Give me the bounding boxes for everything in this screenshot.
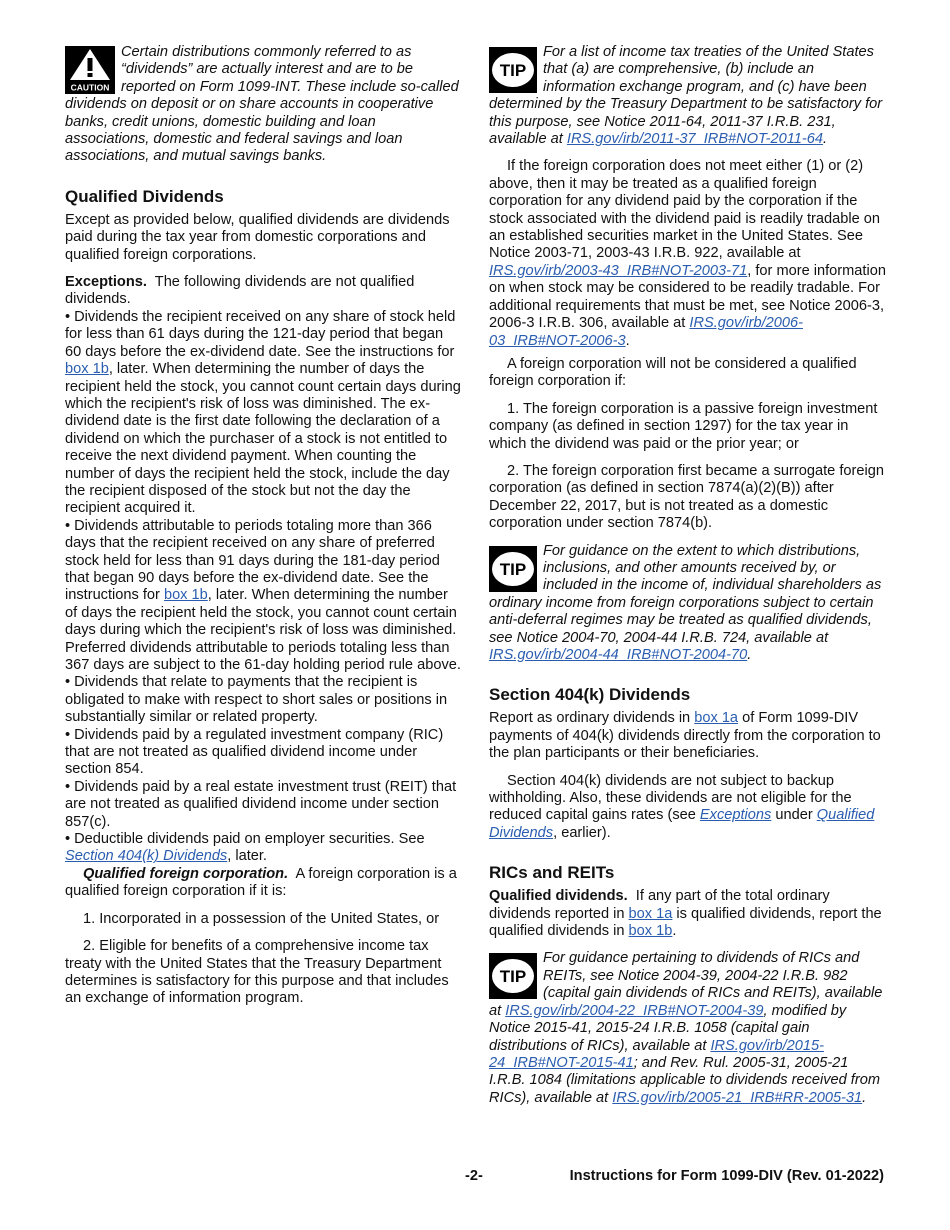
qualified-dividends-link[interactable]: Qualified Dividends xyxy=(489,807,875,841)
notice-2003-71-link[interactable]: IRS.gov/irb/2003-43_IRB#NOT-2003-71 xyxy=(489,262,748,279)
notice-2011-64-link[interactable]: IRS.gov/irb/2011-37_IRB#NOT-2011-64 xyxy=(566,131,823,148)
section-404k-paragraph-1: Report as ordinary dividends in box 1a of Form 1099-DIV payments of 404(k) dividends directly from the corporation to the plan participants or their beneficiaries. xyxy=(489,710,881,762)
exception-bullet-6: • Deductible dividends paid on employer securities. See Section 404(k) Dividends, later. xyxy=(65,831,463,866)
rev-rul-2005-31-link[interactable]: IRS.gov/irb/2005-21_IRB#RR-2005-31 xyxy=(612,1089,863,1106)
tip-note-2 xyxy=(489,543,887,665)
rics-qualified-dividends-label: Qualified dividends. xyxy=(489,888,628,905)
svg-text:CAUTION: CAUTION xyxy=(70,82,110,93)
qfc-item-1: 1. Incorporated in a possession of the United States, or xyxy=(83,910,440,927)
tip-icon xyxy=(489,47,537,93)
svg-text:TIP: TIP xyxy=(499,61,527,80)
tip-icon xyxy=(489,546,537,592)
qualified-foreign-corp-paragraph: Qualified foreign corporation. A foreign corporation is a qualified foreign corporation if it is: xyxy=(65,865,457,900)
notice-2004-39-link[interactable]: IRS.gov/irb/2004-22_IRB#NOT-2004-39 xyxy=(505,1002,764,1019)
svg-text:TIP: TIP xyxy=(499,559,527,579)
svg-text:TIP: TIP xyxy=(499,967,527,987)
notice-2006-3-link[interactable]: IRS.gov/irb/2006-03_IRB#NOT-2006-3 xyxy=(489,315,803,349)
section-404k-paragraph-2: Section 404(k) dividends are not subject to backup withholding. Also, these dividends are not eligible for the reduced capital gains rates (see Exceptions under Qualified Dividends, earlier). xyxy=(489,772,875,841)
box-1b-link[interactable]: box 1b xyxy=(65,361,109,378)
exception-bullet-4: • Dividends paid by a regulated investment company (RIC) that are not treated as qualified dividend income under section 854. xyxy=(65,727,463,779)
left-column xyxy=(65,44,463,1008)
exception-bullet-2: • Dividends attributable to periods totaling more than 366 days that the recipient received on any share of preferred stock held for less than 91 days during the 181-day period that began 90 days before the ex-dividend date. See the instructions for box 1b, later. When determining the number of days the recipient held the stock, you cannot count certain days during which the recipient's risk of loss was diminished. Preferred dividends attributable to periods totaling less than 367 days are subject to the 61-day holding period rule above. xyxy=(65,518,463,675)
not-qualified-item-2: 2. The foreign corporation first became a surrogate foreign corporation (as defined in section 7874(a)(2)(B)) after December 22, 2017, but is not treated as a domestic corporation under section 7874(b). xyxy=(489,462,884,532)
right-column xyxy=(489,44,887,1107)
exceptions-label: Exceptions. xyxy=(65,274,147,291)
exception-bullet-3: • Dividends that relate to payments that the recipient is obligated to make with respect to short sales or positions in substantially similar or related property. xyxy=(65,674,463,726)
notice-2015-41-link[interactable]: IRS.gov/irb/2015-24_IRB#NOT-2015-41 xyxy=(489,1037,825,1071)
exceptions-paragraph: Exceptions. The following dividends are not qualified dividends. xyxy=(65,274,415,308)
caution-text: Certain distributions commonly referred to as “dividends” are actually interest and are to be reported on Form 1099-INT. These include so-called dividends on deposit or on share accounts in cooperative banks, credit unions, domestic building and loan associations, domestic and federal savings and loan associations, and mutual savings banks. xyxy=(65,44,459,165)
qualified-foreign-corp-label: Qualified foreign corporation. xyxy=(83,865,289,882)
tip-icon xyxy=(489,953,537,999)
box-1a-link[interactable]: box 1a xyxy=(694,710,739,727)
rics-reits-heading: RICs and REITs xyxy=(489,863,615,883)
exception-bullet-1: • Dividends the recipient received on any share of stock held for less than 61 days during the 121-day period that began 60 days before the ex-dividend date. See the instructions for box 1b, later. When determining the number of days the recipient held the stock, you cannot count certain days during which the recipient's risk of loss was diminished. The ex-dividend date is the first date following the declaration of a dividend on which the purchaser of a stock is not entitled to receive the next dividend payment. When counting the number of days the recipient held the stock, include the day the recipient disposed of the stock but not the day the recipient acquired it. xyxy=(65,309,463,518)
tip-1-text: For a list of income tax treaties of the United States that (a) are comprehensive, (b) include an information exchange program, and (c) have been determined by the Treasury Department to be satisfactory for this purpose, see Notice 2011-64, 2011-37 I.R.B. 231, available at IRS.gov/irb/2011-37_IRB#NOT-2011-64. xyxy=(489,44,883,148)
caution-note xyxy=(65,44,463,166)
form-reference: Instructions for Form 1099-DIV (Rev. 01-2022) xyxy=(569,1168,884,1184)
tip-note-1 xyxy=(489,44,887,148)
not-qualified-item-1: 1. The foreign corporation is a passive foreign investment company (as defined in section 1297) for the tax year in which the dividend was paid or the prior year; or xyxy=(489,400,878,452)
section-404k-heading: Section 404(k) Dividends xyxy=(489,685,691,705)
not-qualified-foreign-corp-paragraph: A foreign corporation will not be considered a qualified foreign corporation if: xyxy=(489,355,857,390)
qfc-item-2: 2. Eligible for benefits of a comprehensive income tax treaty with the United States that the Treasury Department determines is satisfactory for this purpose and that includes an exchange of information program. xyxy=(65,938,449,1007)
section-404k-link[interactable]: Section 404(k) Dividends xyxy=(65,848,228,865)
exception-bullet-5: • Dividends paid by a real estate investment trust (REIT) that are not treated as qualified dividend income under section 857(c). xyxy=(65,779,463,831)
box-1b-link[interactable]: box 1b xyxy=(163,587,208,604)
tip-2-text: For guidance on the extent to which distributions, inclusions, and other amounts received by, or included in the income of, individual shareholders as ordinary income from foreign corporations subject to certain anti-deferral regimes may be treated as qualified dividends, see Notice 2004-70, 2004-44 I.R.B. 724, available at IRS.gov/irb/2004-44_IRB#NOT-2004-70. xyxy=(489,542,882,663)
readily-tradable-paragraph: If the foreign corporation does not meet either (1) or (2) above, then it may be treated as a qualified foreign corporation for any dividend paid by the corporation if the stock associated with the dividend paid is readily tradable on an established securities market in the United States. See Notice 2003-71, 2003-43 I.R.B. 922, available at IRS.gov/irb/2003-43_IRB#NOT-2003-71, for more information on when stock may be considered to be readily tradable. For additional requirements that must be met, see Notice 2006-3, 2006-3 I.R.B. 306, available at IRS.gov/irb/2006-03_IRB#NOT-2006-3. xyxy=(489,158,886,349)
caution-icon xyxy=(65,46,115,94)
box-1a-link[interactable]: box 1a xyxy=(628,905,673,922)
exceptions-link[interactable]: Exceptions xyxy=(699,807,772,824)
tip-3-text: For guidance pertaining to dividends of RICs and REITs, see Notice 2004-39, 2004-22 I.R.B. 982 (capital gain dividends of RICs and REITs), available at IRS.gov/irb/2004-22_IRB#NOT-2004-39, modified by Notice 2015-41, 2015-24 I.R.B. 1058 (capital gain distributions of RICs), available at IRS.gov/irb/2015-24_IRB#NOT-2015-41; and Rev. Rul. 2005-31, 2005-21 I.R.B. 1084 (limitations applicable to dividends received from RICs), available at IRS.gov/irb/2005-21_IRB#RR-2005-31. xyxy=(489,950,883,1106)
tip-note-3 xyxy=(489,950,887,1107)
qualified-dividends-intro: Except as provided below, qualified dividends are dividends paid during the tax year from domestic corporations and qualified foreign corporations. xyxy=(65,211,450,263)
rics-qualified-dividends-paragraph: Qualified dividends. If any part of the total ordinary dividends reported in box 1a is qualified dividends, report the qualified dividends in box 1b. xyxy=(489,888,882,940)
box-1b-link[interactable]: box 1b xyxy=(628,923,673,940)
qualified-dividends-heading: Qualified Dividends xyxy=(65,186,224,206)
page-number: -2- xyxy=(465,1168,483,1184)
notice-2004-70-link[interactable]: IRS.gov/irb/2004-44_IRB#NOT-2004-70 xyxy=(489,647,748,663)
